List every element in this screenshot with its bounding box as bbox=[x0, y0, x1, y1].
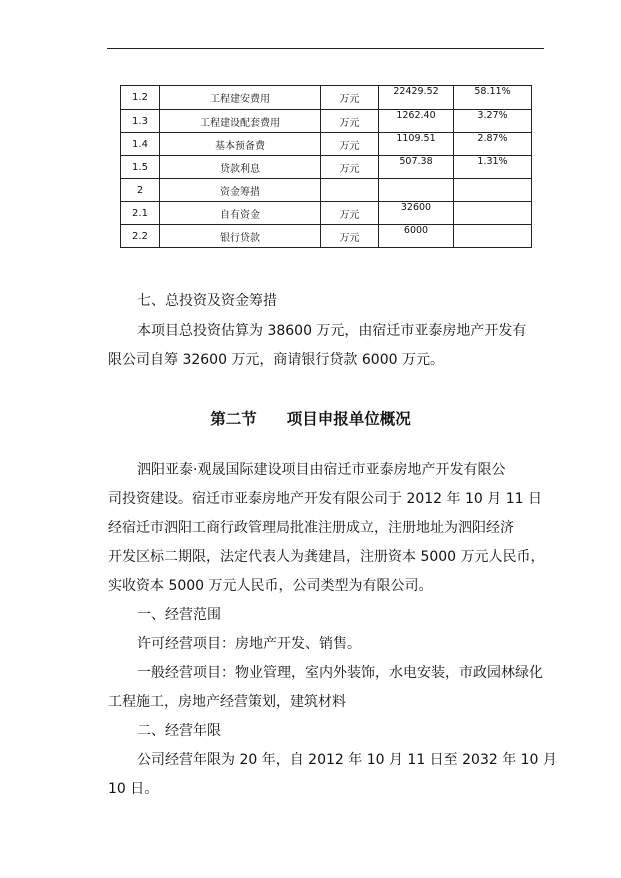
row-unit: 万元 bbox=[321, 110, 379, 133]
investment-table bbox=[120, 85, 532, 248]
row-percent bbox=[454, 179, 532, 202]
row-item: 工程建设配套费用 bbox=[160, 110, 321, 133]
row-number: 1.4 bbox=[121, 133, 160, 156]
scope-general-line-2: 工程施工，房地产经营策划，建筑材料 bbox=[108, 694, 346, 710]
row-percent bbox=[454, 225, 532, 248]
row-percent: 3.27% bbox=[454, 110, 532, 133]
section-number: 第二节 bbox=[210, 410, 257, 428]
row-percent: 58.11% bbox=[454, 86, 532, 110]
row-number: 2.2 bbox=[121, 225, 160, 248]
row-item: 资金筹措 bbox=[160, 179, 321, 202]
row-number: 2.1 bbox=[121, 202, 160, 225]
row-item: 基本预备费 bbox=[160, 133, 321, 156]
table-row bbox=[121, 225, 532, 248]
row-item: 工程建安费用 bbox=[160, 86, 321, 110]
company-line-5: 实收资本 5000 万元人民币，公司类型为有限公司。 bbox=[108, 578, 433, 594]
table-row bbox=[121, 202, 532, 225]
term-line-2: 10 日。 bbox=[108, 781, 159, 797]
scope-licensed: 许可经营项目：房地产开发、销售。 bbox=[137, 636, 361, 652]
row-number: 1.2 bbox=[121, 86, 160, 110]
row-unit: 万元 bbox=[321, 156, 379, 179]
section-heading: 项目申报单位概况 bbox=[286, 410, 411, 428]
header-rule bbox=[107, 48, 544, 49]
row-percent: 1.31% bbox=[454, 156, 532, 179]
row-amount: 32600 bbox=[379, 202, 454, 225]
row-item: 贷款利息 bbox=[160, 156, 321, 179]
company-line-3: 经宿迁市泗阳工商行政管理局批准注册成立，注册地址为泗阳经济 bbox=[108, 520, 514, 536]
investment-heading: 七、总投资及资金筹措 bbox=[137, 293, 277, 309]
row-number: 2 bbox=[121, 179, 160, 202]
row-unit bbox=[321, 179, 379, 202]
row-amount: 507.38 bbox=[379, 156, 454, 179]
table-row bbox=[121, 156, 532, 179]
row-number: 1.5 bbox=[121, 156, 160, 179]
row-number: 1.3 bbox=[121, 110, 160, 133]
row-percent bbox=[454, 202, 532, 225]
table-row bbox=[121, 110, 532, 133]
scope-heading: 一、经营范围 bbox=[137, 607, 221, 623]
row-unit: 万元 bbox=[321, 225, 379, 248]
row-amount: 6000 bbox=[379, 225, 454, 248]
company-line-4: 开发区标二期限，法定代表人为龚建昌，注册资本 5000 万元人民币， bbox=[108, 549, 545, 565]
company-line-2: 司投资建设。宿迁市亚泰房地产开发有限公司于 2012 年 10 月 11 日 bbox=[108, 491, 542, 507]
row-percent: 2.87% bbox=[454, 133, 532, 156]
table-row bbox=[121, 86, 532, 110]
company-line-1: 泗阳亚泰·观晟国际建设项目由宿迁市亚泰房地产开发有限公 bbox=[137, 462, 506, 478]
row-amount bbox=[379, 179, 454, 202]
row-unit: 万元 bbox=[321, 202, 379, 225]
row-amount: 1262.40 bbox=[379, 110, 454, 133]
scope-general-line-1: 一般经营项目：物业管理，室内外装饰，水电安装，市政园林绿化 bbox=[137, 665, 543, 681]
section-title bbox=[0, 407, 621, 429]
table-row bbox=[121, 133, 532, 156]
row-unit: 万元 bbox=[321, 86, 379, 110]
investment-paragraph-line-1: 本项目总投资估算为 38600 万元，由宿迁市亚泰房地产开发有 bbox=[137, 323, 527, 339]
table-row bbox=[121, 179, 532, 202]
row-amount: 22429.52 bbox=[379, 86, 454, 110]
row-item: 自有资金 bbox=[160, 202, 321, 225]
investment-paragraph-line-2: 限公司自筹 32600 万元，商请银行贷款 6000 万元。 bbox=[108, 352, 444, 368]
term-heading: 二、经营年限 bbox=[137, 723, 221, 739]
row-item: 银行贷款 bbox=[160, 225, 321, 248]
term-line-1: 公司经营年限为 20 年，自 2012 年 10 月 11 日至 2032 年 10 月 bbox=[137, 752, 557, 768]
row-unit: 万元 bbox=[321, 133, 379, 156]
row-amount: 1109.51 bbox=[379, 133, 454, 156]
